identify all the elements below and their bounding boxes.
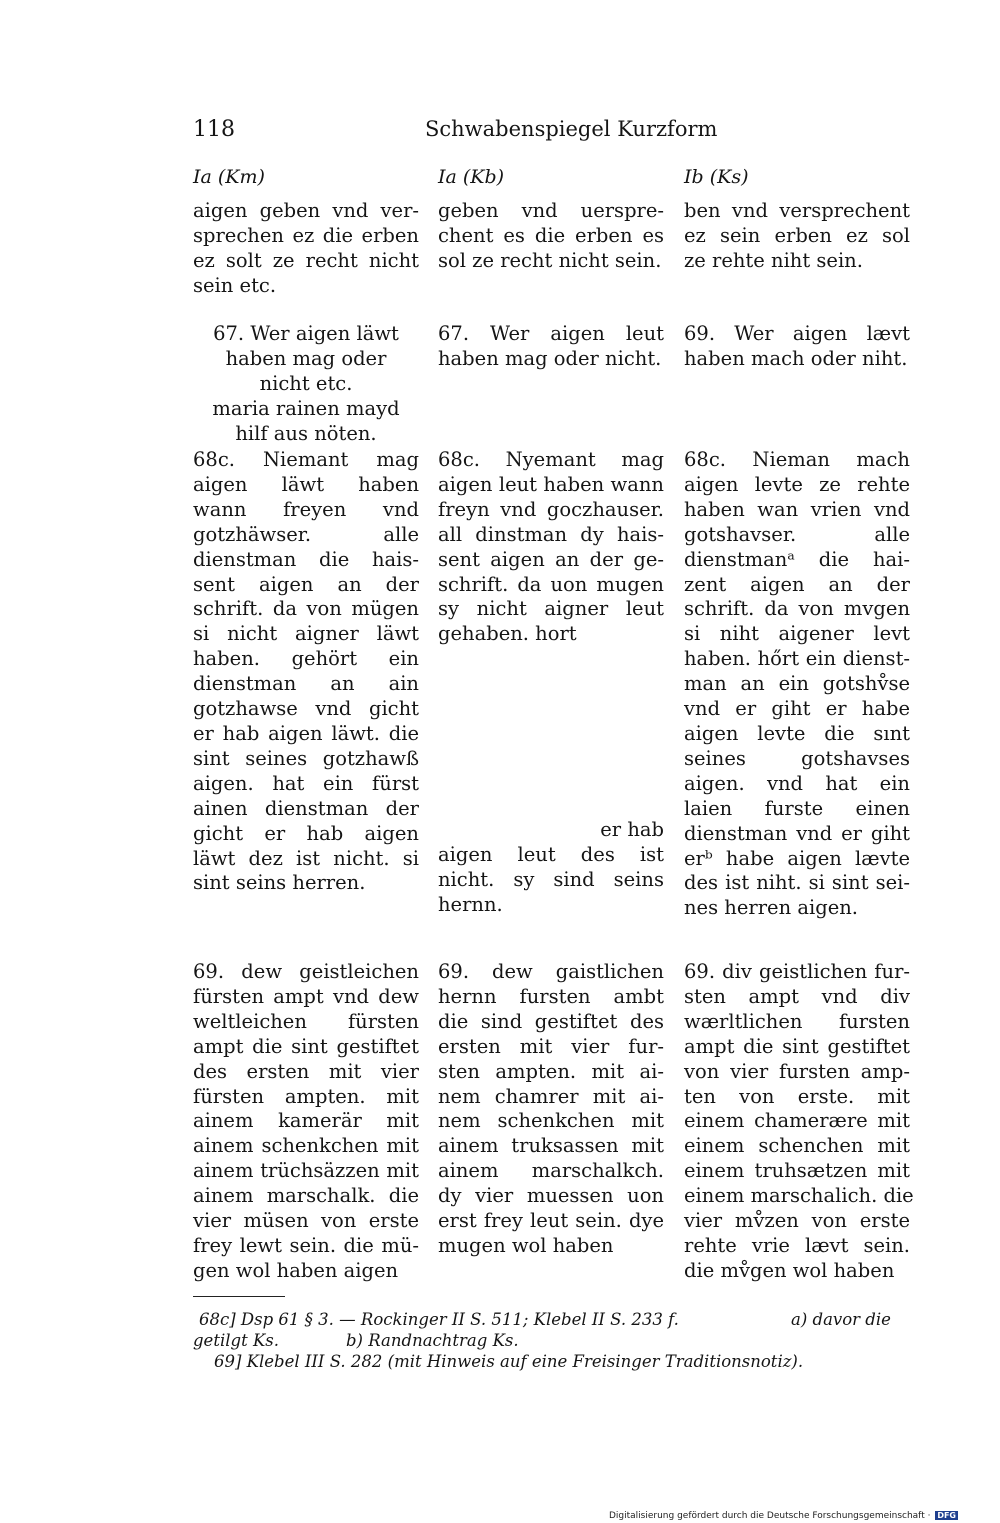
text-line: 69. div geistlichen fur-	[684, 960, 910, 983]
text-line: gotzhäwser. alle	[193, 522, 419, 546]
text-line: seines gotshavses	[684, 746, 910, 770]
column-heading-ks: Ib (Ks)	[684, 166, 749, 188]
text-line: vier mv̊zen von erste	[684, 1209, 910, 1233]
text-line: ersten mit vier fur-	[438, 1034, 664, 1058]
text-line: 69. Wer aigen lævt	[684, 322, 910, 345]
footnote-a: a) davor die	[791, 1310, 891, 1329]
text-line: ainen dienstman der	[193, 796, 419, 820]
text-line: aigen geben vnd ver-	[193, 199, 419, 222]
text-line: aigen läwt haben	[193, 472, 419, 496]
text-line: sein etc.	[193, 273, 277, 297]
text-line: ainem marschalkch.	[438, 1159, 664, 1183]
kb-line: er hab	[600, 818, 664, 841]
text-line: sint seins herren.	[193, 871, 366, 895]
kb-block-67	[438, 322, 664, 372]
text-line: gehaben. hort	[438, 622, 577, 646]
text-line: fürsten ampt vnd dew	[193, 984, 419, 1008]
text-line: si niht aigener levt	[684, 622, 910, 646]
text-line: haben mag oder	[225, 346, 387, 370]
text-line: all dinstman dy hais-	[438, 522, 664, 546]
km-block-69	[193, 960, 419, 1284]
text-line: ze rehte niht sein.	[684, 248, 863, 272]
text-line: sten ampt vnd div	[684, 984, 910, 1008]
text-line: sent aigen an der ge-	[438, 547, 664, 571]
km-block-intro	[193, 199, 419, 299]
text-line: maria rainen mayd	[212, 396, 400, 420]
column-heading-km: Ia (Km)	[193, 166, 265, 188]
text-line: ten von erste. mit	[684, 1084, 910, 1108]
text-line: geben vnd uerspre-	[438, 199, 664, 222]
text-line: ainem truksassen mit	[438, 1134, 664, 1158]
text-line: einem truhsætzen mit	[684, 1159, 910, 1183]
text-line: schrift. da von mügen	[193, 597, 419, 621]
text-line: einem chamerære mit	[684, 1109, 910, 1133]
ks-block-69-heading	[684, 322, 910, 372]
text-line: des ist niht. si sint sei-	[684, 871, 910, 895]
kb-block-68c-end	[438, 843, 664, 918]
text-line: 69. dew geistleichen	[193, 960, 419, 983]
digitization-text: Digitalisierung gefördert durch die Deutsche Forschungsgemeinschaft ·	[608, 1511, 931, 1521]
text-line: 68c. Nieman mach	[684, 448, 910, 471]
text-line: dienstman vnd er giht	[684, 821, 910, 845]
text-line: des ersten mit vier	[193, 1059, 419, 1083]
text-line: ben vnd versprechent	[684, 199, 910, 222]
text-line: weltleichen fürsten	[193, 1009, 419, 1033]
text-line: einem marschalich. die	[684, 1184, 914, 1208]
column-heading-kb: Ia (Kb)	[438, 166, 505, 188]
text-line: sent aigen an der	[193, 572, 419, 596]
text-line: laien furste einen	[684, 796, 910, 820]
running-title: Schwabenspiegel Kurzform	[425, 117, 718, 141]
kb-block-intro	[438, 199, 664, 274]
text-line: erst frey leut sein. dye	[438, 1209, 664, 1233]
text-line: vier müsen von erste	[193, 1209, 419, 1233]
text-line: hilf aus nöten.	[235, 421, 377, 445]
text-line: 69. dew gaistlichen	[438, 960, 664, 983]
dfg-logo: DFG	[937, 1511, 956, 1520]
text-line: sten ampten. mit ai-	[438, 1059, 664, 1083]
page-number: 118	[193, 117, 235, 142]
text-line: 68c. Nyemant mag	[438, 448, 664, 471]
text-line: si nicht aigner läwt	[193, 622, 419, 646]
text-line: gotshavser. alle	[684, 522, 910, 546]
text-line: vnd er giht er habe	[684, 697, 910, 721]
text-line: 68c. Niemant mag	[193, 448, 419, 471]
kb-block-68c-gap-text	[438, 818, 664, 843]
text-line: freyn vnd goczhauser.	[438, 497, 664, 521]
text-line: haben wan vrien vnd	[684, 497, 910, 521]
text-line: wann freyen vnd	[193, 497, 419, 521]
text-line: aigen levte ze rehte	[684, 472, 910, 496]
text-line: aigen leut haben wann	[438, 472, 664, 496]
text-line: aigen levte die sınt	[684, 721, 910, 745]
text-line: fürsten ampten. mit	[193, 1084, 419, 1108]
footnote-a-cont: getilgt Ks.	[193, 1331, 279, 1350]
text-line: dienstman an ain	[193, 672, 419, 696]
text-line: einem schenchen mit	[684, 1134, 910, 1158]
text-line: chent es die erben es	[438, 223, 664, 247]
text-line: hernn.	[438, 892, 503, 916]
text-line: nicht etc.	[259, 371, 353, 395]
text-line: ainem kamerär mit	[193, 1109, 419, 1133]
text-line: ampt die sint gestiftet	[684, 1034, 910, 1058]
text-line: mugen wol haben	[438, 1233, 614, 1257]
text-line: von vier fursten amp-	[684, 1059, 910, 1083]
text-line: frey lewt sein. die mü-	[193, 1233, 419, 1257]
text-line: dienstman die hais-	[193, 547, 419, 571]
text-line: aigen. hat ein fürst	[193, 771, 419, 795]
text-line: gen wol haben aigen	[193, 1258, 399, 1282]
text-line: ampt die sint gestiftet	[193, 1034, 419, 1058]
text-line: 67. Wer aigen läwt	[213, 322, 399, 345]
footnote-69: 69] Klebel III S. 282 (mit Hinweis auf eine Freisinger Traditionsnotiz).	[214, 1352, 804, 1371]
text-line: erᵇ habe aigen lævte	[684, 846, 910, 870]
text-line: dy vier muessen uon	[438, 1184, 664, 1208]
text-line: sint seines gotzhawß	[193, 746, 419, 770]
text-line: nes herren aigen.	[684, 896, 858, 920]
text-line: dienstmanᵃ die hai-	[684, 547, 910, 571]
text-line: aigen. vnd hat ein	[684, 771, 910, 795]
text-line: haben mach oder niht.	[684, 346, 908, 370]
text-line: die mv̊gen wol haben	[684, 1258, 895, 1282]
text-line: ainem trüchsäzzen mit	[193, 1159, 419, 1183]
km-block-67	[193, 322, 419, 447]
digitization-note	[609, 1511, 958, 1521]
text-line: 67. Wer aigen leut	[438, 322, 664, 345]
text-line: schrift. da uon mugen	[438, 572, 664, 596]
footnote-b: b) Randnachtrag Ks.	[346, 1331, 519, 1350]
text-line: er hab aigen läwt. die	[193, 721, 419, 745]
text-line: sy nicht aigner leut	[438, 597, 664, 621]
text-line: zent aigen an der	[684, 572, 910, 596]
text-line: gicht er hab aigen	[193, 821, 419, 845]
text-line: die sind gestiftet des	[438, 1009, 664, 1033]
text-line: rehte vrie lævt sein.	[684, 1233, 910, 1257]
km-block-68c	[193, 448, 419, 896]
text-line: ainem marschalk. die	[193, 1184, 419, 1208]
ks-block-69	[684, 960, 914, 1284]
text-line: nicht. sy sind seins	[438, 867, 664, 891]
text-line: aigen leut des ist	[438, 843, 664, 866]
text-line: haben. gehört ein	[193, 647, 419, 671]
text-line: ez solt ze recht nicht	[193, 248, 419, 272]
text-line: schrift. da von mvgen	[684, 597, 910, 621]
text-line: nem schenkchen mit	[438, 1109, 664, 1133]
text-line: haben mag oder nicht.	[438, 346, 662, 370]
text-line: ainem schenkchen mit	[193, 1134, 419, 1158]
text-line: gotzhawse vnd gicht	[193, 697, 419, 721]
ks-block-intro	[684, 199, 910, 274]
text-line: hernn fursten ambt	[438, 984, 664, 1008]
text-line: nem chamrer mit ai-	[438, 1084, 664, 1108]
footnote-68c: 68c] Dsp 61 § 3. — Rockinger II S. 511; Klebel II S. 233 f.	[199, 1310, 679, 1329]
footnote-rule	[193, 1296, 285, 1297]
text-line: wærltlichen fursten	[684, 1009, 910, 1033]
text-line: man an ein gotshv̊se	[684, 672, 910, 696]
kb-block-68c	[438, 448, 664, 647]
text-line: sprechen ez die erben	[193, 223, 419, 247]
text-line: ez sein erben ez sol	[684, 223, 910, 247]
text-line: sol ze recht nicht sein.	[438, 248, 662, 272]
text-line: haben. hőrt ein dienst-	[684, 647, 910, 671]
kb-block-69	[438, 960, 664, 1259]
ks-block-68c	[684, 448, 910, 921]
text-line: läwt dez ist nicht. si	[193, 846, 419, 870]
